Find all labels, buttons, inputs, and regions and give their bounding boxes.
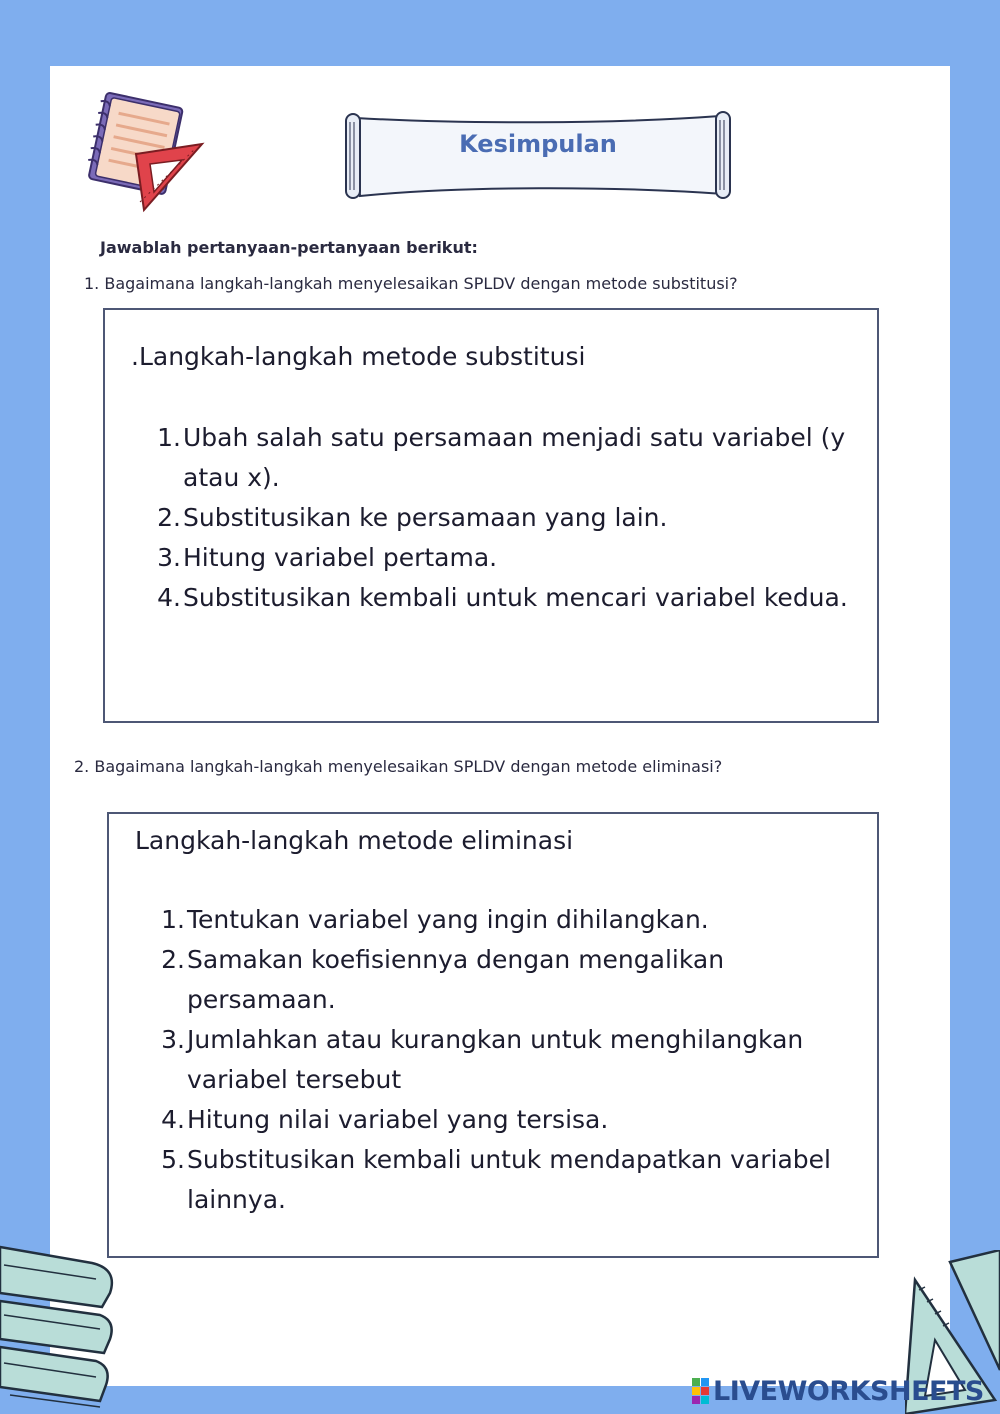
list-item — [157, 940, 857, 1020]
step-number: 1. — [157, 423, 181, 452]
set-square-icon — [136, 144, 202, 210]
instructions-text: Jawablah pertanyaan-pertanyaan berikut: — [100, 238, 478, 257]
step-text: Ubah salah satu persamaan menjadi satu variabel (y atau x). — [183, 423, 846, 492]
list-item — [157, 900, 857, 940]
step-text: Substitusikan kembali untuk mencari variabel kedua. — [183, 583, 848, 612]
question-1: 1. Bagaimana langkah-langkah menyelesaikan SPLDV dengan metode substitusi? — [84, 274, 738, 293]
step-text: Substitusikan kembali untuk mendapatkan variabel lainnya. — [187, 1145, 831, 1214]
liveworksheets-logo-icon — [692, 1378, 710, 1404]
step-text: Tentukan variabel yang ingin dihilangkan. — [187, 905, 709, 934]
list-item — [153, 578, 863, 618]
books-icon — [0, 1235, 125, 1414]
step-text: Hitung nilai variabel yang tersisa. — [187, 1105, 609, 1134]
step-text: Hitung variabel pertama. — [183, 543, 498, 572]
step-text: Samakan koefisiennya dengan mengalikan persamaan. — [187, 945, 725, 1014]
answer-1-steps — [153, 418, 863, 618]
list-item — [157, 1020, 857, 1100]
list-item — [157, 1100, 857, 1140]
step-number: 4. — [157, 583, 181, 612]
step-number: 2. — [161, 945, 185, 974]
step-number: 3. — [157, 543, 181, 572]
notebook-icon — [78, 92, 208, 217]
page-title: Kesimpulan — [459, 130, 617, 158]
step-number: 3. — [161, 1025, 185, 1054]
step-number: 1. — [161, 905, 185, 934]
question-2: 2. Bagaimana langkah-langkah menyelesaikan SPLDV dengan metode eliminasi? — [74, 757, 723, 776]
step-number: 4. — [161, 1105, 185, 1134]
step-text: Jumlahkan atau kurangkan untuk menghilangkan variabel tersebut — [187, 1025, 804, 1094]
list-item — [157, 1140, 857, 1220]
list-item — [153, 418, 863, 498]
liveworksheets-logo — [692, 1374, 984, 1408]
logo-text: LIVEWORKSHEETS — [713, 1375, 984, 1407]
step-number: 2. — [157, 503, 181, 532]
answer-box-2[interactable] — [107, 812, 879, 1258]
step-number: 5. — [161, 1145, 185, 1174]
answer-1-heading: .Langkah-langkah metode substitusi — [131, 342, 586, 371]
answer-2-heading: Langkah-langkah metode eliminasi — [135, 826, 574, 855]
answer-box-1[interactable] — [103, 308, 879, 723]
list-item — [153, 538, 863, 578]
list-item — [153, 498, 863, 538]
answer-2-steps — [157, 900, 857, 1220]
step-text: Substitusikan ke persamaan yang lain. — [183, 503, 668, 532]
